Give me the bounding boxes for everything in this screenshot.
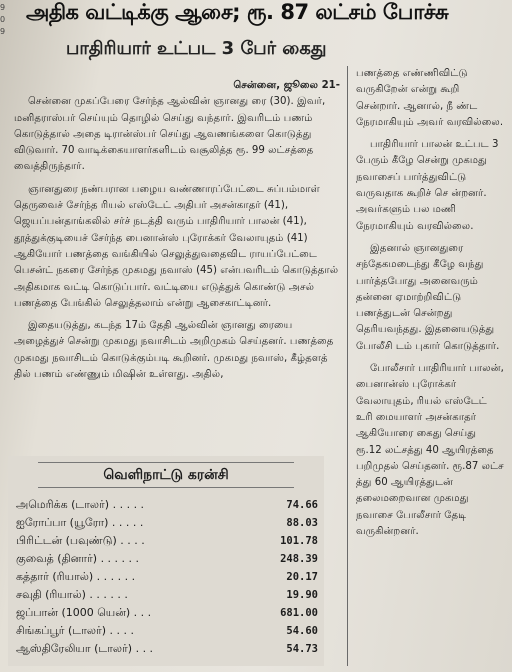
margin-number: 0 <box>0 15 6 24</box>
currency-name: ஆஸ்திரேலியா (டாலர்) . . . <box>16 642 154 655</box>
currency-row <box>16 604 316 622</box>
currency-rate: 681.00 <box>280 607 318 619</box>
dateline: சென்னை, ஜூலை 21- <box>233 80 340 91</box>
article-paragraph: பணத்தை எண்ணிவிட்டு வருகிறேன் என்று கூறி சென்றார். ஆனால், நீ ண்ட நேரமாகியும் அவர் வரவில்லை. <box>356 68 504 128</box>
headline: அதிக வட்டிக்கு ஆசை; ரூ. 87 லட்சம் போச்சு <box>26 0 449 24</box>
currency-rate: 74.66 <box>286 499 318 511</box>
currency-row <box>16 496 316 514</box>
currency-rate: 54.60 <box>286 625 318 637</box>
margin-number: 9 <box>0 3 6 12</box>
article-paragraph: ஞானதுரை நண்பரான பழைய வண்ணாரப்பேட்டை சுப்பம்மாள் தெருவைச் சேர்ந்த ரியல் எஸ்டேட் அதிபர் அசன்காதர் (41), ஜெயப்பன்தாங்கலில் சர்ச் நடத்தி வரும் பாதிரியார் பாலன் (41), தூத்துக்குடியைச் சேர்ந்த பைனான்ஸ் புரோக்கர் வேலாயுதம் (41) ஆகியோர் பணத்தை வங்கியில் செலுத்துவதைவிட ராயப்பேட்டை பெசன்ட் நகரை சேர்ந்த முகமது நவாஸ் (45) என்பவரிடம் கொடுத்தால் அதிகமாக வட்டி கொடுப்பார். வட்டியை எடுத்துக் கொண்டு அசல் பணத்தை பேங்கில் செலுத்தலாம் என்று ஆசைகாட்டினர். <box>14 183 339 309</box>
currency-rate: 20.17 <box>286 571 318 583</box>
currency-row <box>16 622 316 640</box>
article-paragraph: இதையடுத்து, கடந்த 17ம் தேதி ஆல்வின் ஞானது ரையை அழைத்துச் சென்று முகமது நவாசிடம் அறிமுகம் செய்தனர். பணத்தை முகமது நவாசிடம் கொடுக்கும்படி கூறினர். முகமது நவாஸ், கீழ்தளத் தில் பணம் எண்ணும் மிஷின் உள்ளது. அதில், <box>14 320 334 381</box>
subheadline: பாதிரியார் உட்பட 3 பேர் கைது <box>66 38 327 59</box>
article-paragraph: போலீசார் பாதிரியார் பாலன், பைனான்ஸ் புரோக்கர் வேலாயுதம், ரியல் எஸ்டேட் உரி மையாளர் அசன்காதர் ஆகியோரை கைது செய்து ரூ.12 லட்சத்து 40 ஆயிரத்தை பறிமுதல் செய்தனர். ரூ.87 லட்ச த்து 60 ஆயிரத்துடன் தலைமறைவான முகமது நவாசை போலீசார் தேடி வருகின்றனர். <box>356 363 504 538</box>
currency-name: பிரிட்டன் (பவுண்டு) . . . . <box>16 534 145 547</box>
currency-name: குவைத் (தினார்) . . . . . . <box>16 552 140 565</box>
article-right-column <box>356 66 504 540</box>
margin-numbers <box>0 2 14 38</box>
currency-name: கத்தார் (ரியால்) . . . . . . <box>16 570 136 583</box>
currency-row <box>16 550 316 568</box>
currency-box <box>8 456 324 666</box>
currency-rate: 54.73 <box>286 643 318 655</box>
currency-rate: 101.78 <box>280 535 318 547</box>
margin-number: 9 <box>0 27 6 36</box>
currency-name: சிங்கப்பூர் (டாலர்) . . . . <box>16 624 134 637</box>
currency-name: ஜப்பான் (1000 யென்) . . . <box>16 606 152 619</box>
currency-name: ஐரோப்பா (யூரோ) . . . . . <box>16 516 144 529</box>
currency-box-title: வெளிநாட்டு கரன்சி <box>38 462 294 488</box>
currency-row <box>16 586 316 604</box>
currency-rate: 88.03 <box>286 517 318 529</box>
currency-name: சவுதி (ரியால்) . . . . . . <box>16 588 128 601</box>
currency-row <box>16 532 316 550</box>
currency-name: அமெரிக்க (டாலர்) . . . . . <box>16 498 145 511</box>
article-left-column <box>14 78 340 383</box>
currency-row <box>16 514 316 532</box>
currency-row <box>16 568 316 586</box>
article-paragraph: பாதிரியார் பாலன் உட்பட 3 பேரும் கீழே சென்று முகமது நவாசைப் பார்த்துவிட்டு வருவதாக கூறிச் செ ன்றனர். அவர்களும் பல மணி நேரமாகியும் வரவில்லை. <box>356 139 499 232</box>
currency-rate: 248.39 <box>280 553 318 565</box>
currency-row <box>16 640 316 658</box>
article-paragraph: இதனால் ஞானதுரை சந்தேகமடைந்து கீழே வந்து பார்த்தபோது அனைவரும் தன்னை ஏமாற்றிவிட்டு பணத்துடன் சென்றது தெரியவந்தது. இதனையடுத்து போலீசி டம் புகார் கொடுத்தார். <box>356 242 500 352</box>
column-divider <box>347 66 348 666</box>
currency-rate: 19.90 <box>286 589 318 601</box>
article-paragraph: சென்னை முகப்பேரை சேர்ந்த ஆல்வின் ஞானது ரை (30). இவர், மனிதராஸ்பர் செய்யும் தொழில் செய்து வந்தார். இவரிடம் பணம் கொடுத்தால் அதை டிரான்ஸ்பர் செய்து ஆவணங்களை கொடுத்து விடுவார். 70 வாடிக்கையாளர்களிடம் வசூலித்த ரூ. 99 லட்சத்தை வைத்திருந்தார். <box>14 96 326 173</box>
